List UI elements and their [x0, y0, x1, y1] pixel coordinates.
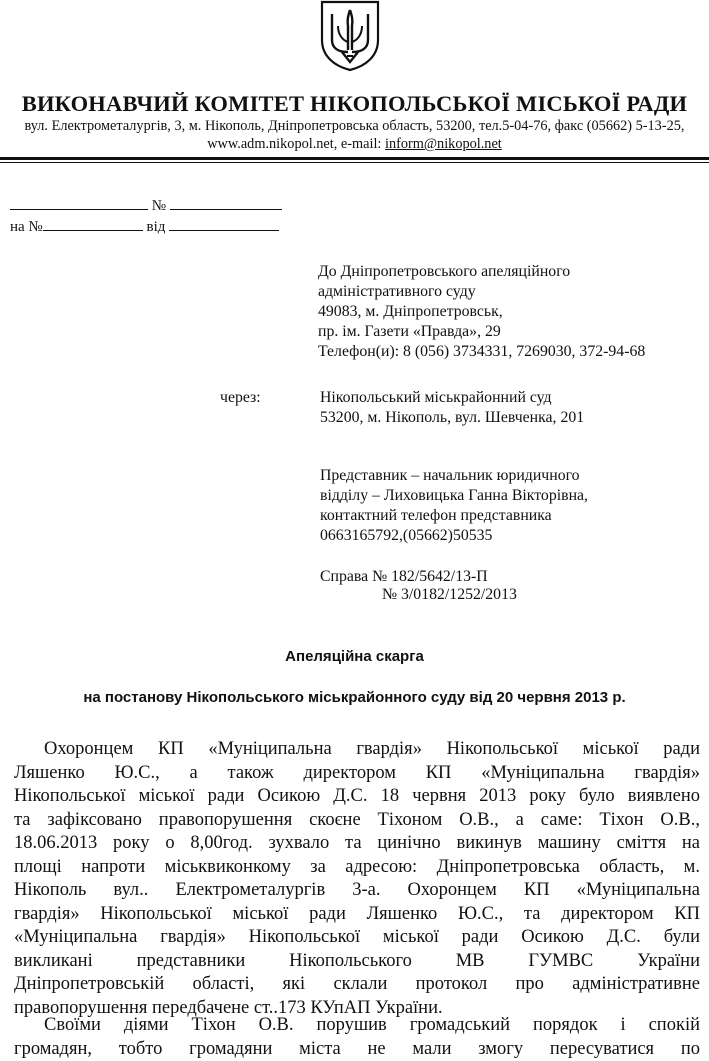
recipient-line: 49083, м. Дніпропетровськ,: [318, 303, 503, 320]
representative-line: відділу – Лиховицька Ганна Вікторівна,: [320, 487, 588, 504]
letterhead-divider-thick: [0, 157, 709, 160]
representative-line: 0663165792,(05662)50535: [320, 527, 493, 544]
website-and-email-label: www.adm.nikopol.net, e-mail:: [207, 136, 385, 152]
recipient-line: Телефон(и): 8 (056) 3734331, 7269030, 372-94-68: [318, 343, 646, 360]
proceeding-number: № 3/0182/1252/2013: [382, 586, 517, 603]
on-number-label: на №: [10, 219, 43, 235]
letterhead-address: вул. Електрометалургів, 3, м. Нікополь, Дніпропетровська область, 53200, тел.5-04-76, факс (05662) 5-13-25,: [24, 118, 685, 134]
email-link[interactable]: inform@nikopol.net: [384, 136, 502, 152]
letterhead-contacts: [0, 136, 709, 153]
body-line: Своїми діями Тіхон О.В. порушив громадський порядок і спокій: [44, 1015, 700, 1035]
recipient-line: пр. ім. Газети «Правда», 29: [318, 323, 501, 340]
recipient-block: [318, 262, 645, 362]
document-subtitle: на постанову Нікопольського міськрайонного суду від 20 червня 2013 р.: [83, 689, 626, 706]
case-number: Справа № 182/5642/13-П: [320, 568, 488, 585]
body-line: Охоронцем КП «Муніципальна гвардія» Нікопольської міської ради: [44, 739, 700, 759]
incoming-number-blank: [43, 216, 143, 231]
incoming-number-row: [10, 216, 279, 236]
representative-line: контактний телефон представника: [320, 507, 552, 524]
body-paragraph-2: [14, 1014, 700, 1061]
body-line: площі напроти міськвиконкому за адресою: Дніпропетровська область, м.: [14, 856, 700, 877]
number-label: №: [151, 198, 167, 214]
incoming-date-blank: [169, 216, 279, 231]
body-line: правопорушення передбачене ст..173 КУпАП України.: [14, 997, 443, 1018]
body-line: гвардія» Нікопольської міської ради Ляшенко Ю.С., та директором КП: [14, 903, 700, 924]
through-label: через:: [220, 389, 261, 406]
body-line: 18.06.2013 року о 8,00год. зухвало та цинічно викинув машину сміття на: [14, 833, 700, 853]
body-line: «Муніципальна гвардія» Нікопольської міської ради Осикою Д.С. були: [14, 927, 700, 947]
body-line: викликані представники Нікопольського МВ ГУМВС України: [14, 950, 700, 971]
through-line: Нікопольський міськрайонний суд: [320, 389, 552, 406]
body-line: Ляшенко Ю.С., а також директором КП «Муніципальна гвардія»: [14, 762, 700, 783]
through-line: 53200, м. Нікополь, вул. Шевченка, 201: [320, 409, 585, 426]
recipient-line: До Дніпропетровського апеляційного: [318, 263, 571, 280]
body-line: Дніпропетровській області, які склали протокол про адміністративне: [14, 974, 700, 994]
representative-line: Представник – начальник юридичного: [320, 467, 580, 484]
body-line: Нікопольської міської ради Осикою Д.С. 18 червня 2013 року було виявлено: [14, 786, 700, 806]
body-paragraph-1: [14, 738, 700, 1020]
body-line: Нікополь вул.. Електрометалургів 3-а. Охоронцем КП «Муніципальна: [14, 880, 700, 900]
representative-block: [320, 466, 588, 546]
letterhead-divider-thin: [0, 162, 709, 163]
body-line: та зафіксовано правопорушення скоєне Тіхоном О.В., а саме: Тіхон О.В.,: [14, 809, 700, 830]
trident-coat-of-arms-icon: [318, 0, 382, 72]
through-block: [320, 388, 584, 428]
document-title: Апеляційна скарга: [285, 648, 424, 665]
outgoing-date-blank: [10, 195, 148, 210]
recipient-line: адміністративного суду: [318, 283, 476, 300]
outgoing-number-row: [10, 195, 282, 215]
organization-name: ВИКОНАВЧИЙ КОМІТЕТ НІКОПОЛЬСЬКОЇ МІСЬКОЇ РАДИ: [21, 91, 688, 116]
from-label: від: [146, 219, 166, 235]
body-line: громадян, тобто громадяни міста не мали змогу пересуватися по: [14, 1038, 700, 1059]
outgoing-number-blank: [170, 195, 282, 210]
